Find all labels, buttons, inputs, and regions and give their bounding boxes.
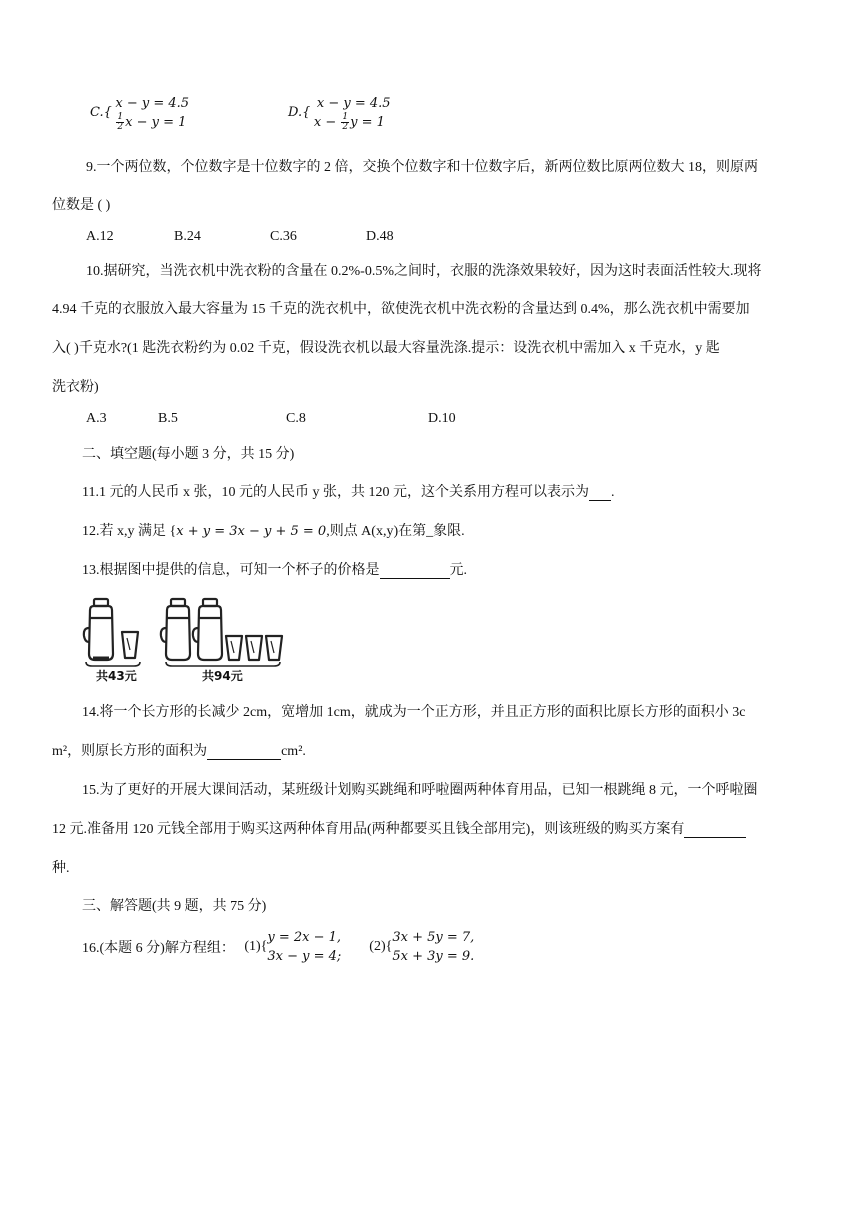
thermos-icon-3 [193, 599, 222, 660]
cup-icon-3 [246, 636, 262, 660]
q9-option-c: C.36 [270, 229, 297, 244]
thermos-icon [84, 599, 113, 660]
q14-line2-pre: m²，则原长方形的面积为 [52, 744, 208, 759]
cup-icon [122, 632, 138, 658]
q11 [82, 481, 614, 501]
q16-p1-eq2: 3x − y = 4; [267, 949, 342, 964]
section-3-heading: 三、解答题(共 9 题，共 75 分) [82, 899, 267, 914]
q15-line2: 12 元.准备用 120 元钱全部用于购买这两种体育用品(两种都要买且钱全部用完)，则该班级的购买方案有 [52, 822, 685, 837]
q12-equation: x + y = 3x − y + 5 = 0 [176, 524, 327, 539]
q8-option-d [288, 94, 391, 132]
q10-line1: 10.据研究，当洗衣机中洗衣粉的含量在 0.2%-0.5%之间时，衣服的洗涤效果较好，因为这时表面活性较大.现将 [86, 264, 762, 279]
q8-option-d-label: D.{ [288, 105, 311, 121]
q16-pre: 16.(本题 6 分)解方程组： [82, 941, 235, 956]
q9-line1: 9.一个两位数，个位数字是十位数字的 2 倍，交换个位数字和十位数字后，新两位数比原两位数大 18，则原两 [86, 160, 758, 175]
q10-option-a: A.3 [86, 411, 107, 426]
q11-text: 11.1 元的人民币 x 张，10 元的人民币 y 张，共 120 元，这个关系用方程可以表示为 [82, 485, 589, 500]
q8-option-c-eq2: x − y = 1 [125, 115, 187, 130]
figure-label-43: 共43元 [96, 669, 137, 683]
q15-line1: 15.为了更好的开展大课间活动，某班级计划购买跳绳和呼啦圈两种体育用品，已知一根跳绳 8 元，一个呼啦圈 [82, 783, 758, 798]
cup-icon-4 [266, 636, 282, 660]
q9-option-a: A.12 [86, 229, 114, 244]
q10-line2: 4.94 千克的衣服放入最大容量为 15 千克的洗衣机中，欲使洗衣机中洗衣粉的含量达到 0.4%，那么洗衣机中需要加 [52, 302, 750, 317]
q12-pre: 12.若 x,y 满足 { [82, 524, 177, 539]
section-2-heading: 二、填空题(每小题 3 分，共 15 分) [82, 447, 295, 462]
q10-option-c: C.8 [286, 411, 306, 426]
q13-text: 13.根据图中提供的信息，可知一个杯子的价格是 [82, 563, 380, 578]
q8-option-d-eq1: x − y = 4.5 [316, 96, 391, 111]
q8-option-d-eq2-post: y = 1 [350, 115, 385, 130]
q9-line2: 位数是 ( ) [52, 198, 111, 213]
q12 [82, 520, 465, 540]
q10-line4: 洗衣粉) [52, 380, 99, 395]
q16-p1-eq1: y = 2x − 1, [267, 930, 342, 945]
cup-icon-2 [226, 636, 242, 660]
q13-end: 元. [449, 563, 467, 578]
q13-figure [80, 592, 286, 684]
q8-option-c-label: C.{ [90, 105, 112, 121]
q8-c-frac-den: 2 [117, 122, 124, 132]
q15-line3: 种. [52, 861, 70, 876]
q9-option-b: B.24 [174, 229, 201, 244]
q8-option-c-eq1: x − y = 4.5 [115, 96, 190, 111]
q15-answer-blank[interactable] [684, 823, 746, 838]
q8-c-frac-num: 1 [117, 112, 124, 122]
q16-p2-eq1: 3x + 5y = 7, [392, 930, 475, 945]
q10-option-b: B.5 [158, 411, 178, 426]
q16 [82, 928, 474, 966]
q14-line1: 14.将一个长方形的长减少 2cm，宽增加 1cm，就成为一个正方形，并且正方形的面积比原长方形的面积小 3c [82, 705, 746, 720]
q16-p2-eq2: 5x + 3y = 9. [392, 949, 475, 964]
q11-end: . [610, 485, 615, 500]
q15-line2-wrap [52, 818, 746, 838]
q8-d-frac-den: 2 [342, 122, 349, 132]
q16-part2-label: (2){ [369, 939, 393, 954]
q14-line2 [52, 740, 306, 760]
q12-post: ,则点 A(x,y)在第_象限. [326, 524, 465, 539]
q8-option-c [90, 94, 189, 132]
q11-answer-blank[interactable] [589, 486, 611, 501]
figure-label-94: 共94元 [202, 669, 243, 683]
thermos-icon-2 [161, 599, 190, 660]
q13-answer-blank[interactable] [380, 564, 450, 579]
q14-line2-post: cm². [281, 744, 306, 759]
q8-d-frac-num: 1 [342, 112, 349, 122]
q16-part1-label: (1){ [244, 939, 268, 954]
q13 [82, 559, 467, 579]
q8-option-d-eq2-pre: x − [313, 115, 341, 130]
q10-option-d: D.10 [428, 411, 456, 426]
q9-option-d: D.48 [366, 229, 394, 244]
q14-answer-blank[interactable] [207, 745, 281, 760]
q10-line3: 入( )千克水?(1 匙洗衣粉约为 0.02 千克，假设洗衣机以最大容量洗涤.提示：设洗衣机中需加入 x 千克水，y 匙 [52, 341, 720, 356]
